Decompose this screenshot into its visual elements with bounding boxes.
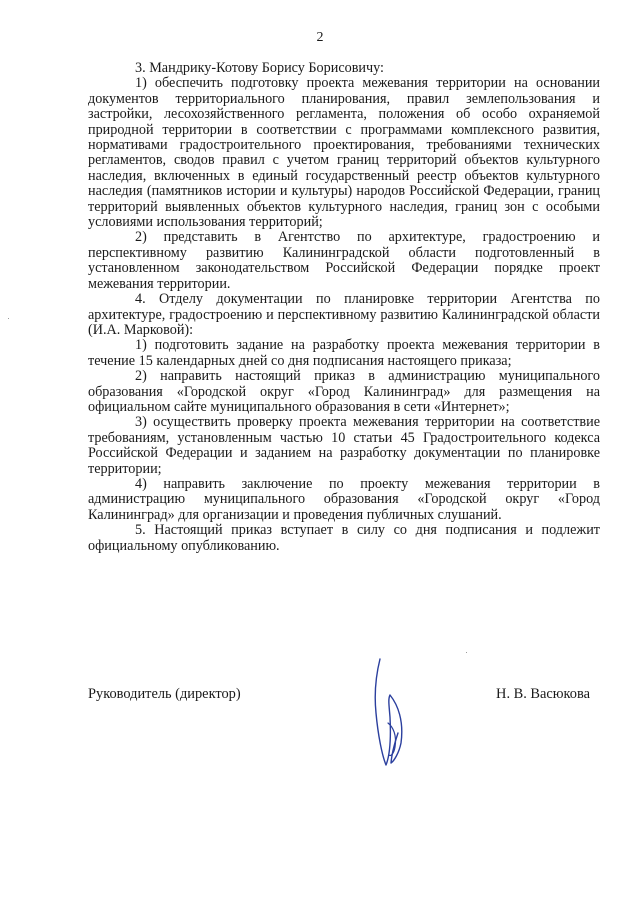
signatory-title: Руководитель (директор)	[88, 686, 241, 702]
paragraph-item-4-3: 3) осуществить проверку проекта межевания территории на соответствие требованиям, установленным частью 10 статьи 45 Градостроительного кодекса Российской Федерации и заданием на разработку документации по планировке территории;	[88, 414, 600, 477]
paragraph-item-3-2: 2) представить в Агентство по архитектуре, градостроению и перспективному развитию Калининградской области подготовленный в установленном законодательством Российской Федерации порядке проект межевания территории.	[88, 229, 600, 292]
signatory-name: Н. В. Васюкова	[496, 686, 590, 702]
scan-speck	[8, 318, 9, 319]
scan-speck	[466, 652, 467, 653]
paragraph-item-3-1: 1) обеспечить подготовку проекта межевания территории на основании документов территориального планирования, правил землепользования и застройки, лесохозяйственного регламента, положения об особо охраняемой природной территории в соответствии с программами комплексного развития, нормативами градостроительного проектирования, требованиями технических регламентов, сводов правил с учетом границ территорий объектов культурного наследия, включенных в единый государственный реестр объектов культурного наследия (памятников истории и культуры) народов Российской Федерации, границ территорий выявленных объектов культурного наследия, границ зон с особыми условиями использования территорий;	[88, 75, 600, 231]
handwritten-signature	[364, 655, 414, 770]
paragraph-item-4-1: 1) подготовить задание на разработку проекта межевания территории в течение 15 календарных дней со дня подписания настоящего приказа;	[88, 337, 600, 369]
page-number: 2	[316, 30, 324, 45]
paragraph-item-4: 4. Отделу документации по планировке территории Агентства по архитектуре, градостроению и перспективному развитию Калининградской области (И.А. Марковой):	[88, 291, 600, 338]
signature-stroke	[375, 659, 402, 765]
paragraph-item-5: 5. Настоящий приказ вступает в силу со дня подписания и подлежит официальному опубликованию.	[88, 522, 600, 554]
paragraph-item-4-4: 4) направить заключение по проекту межевания территории в администрацию муниципального образования «Городской округ «Город Калининград» для организации и проведения публичных слушаний.	[88, 475, 600, 523]
paragraph-item-4-2: 2) направить настоящий приказ в администрацию муниципального образования «Городской округ «Город Калининград» для размещения на официальном сайте муниципального образования в сети «Интернет»;	[88, 368, 600, 415]
document-body	[88, 61, 600, 554]
paragraph-item-3: 3. Мандрику-Котову Борису Борисовичу:	[135, 60, 384, 76]
